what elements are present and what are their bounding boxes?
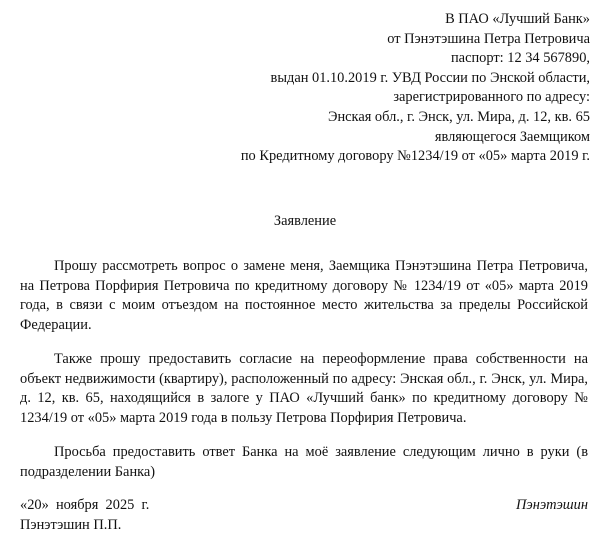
applicant-name-line: от Пэнэтэшина Петра Петровича [387, 30, 590, 47]
addressee-block [241, 10, 590, 167]
body-paragraph-borrower-replacement: Прошу рассмотреть вопрос о замене меня, Заемщика Пэнэтэшина Петра Петровича, на Петрова Порфирия Петровича по кредитному договору № 1234/19 от «05» марта 2019 года, в связи с моим отъездом на постоянное место жительства за пределы Российской Федерации. [20, 258, 588, 333]
signatory-name: Пэнэтэшин П.П. [20, 517, 122, 533]
application-body [20, 257, 588, 482]
body-paragraph-property-consent: Также прошу предоставить согласие на переоформление права собственности на объект недвижимости (квартиру), расположенный по адресу: Энская обл., г. Энск, ул. Мира, д. 12, кв. 65, находящийся в залоге у ПАО «Лучший банк» по кредитному договору № 1234/19 от «05» марта 2019 года в пользу Петрова Порфирия Петровича. [20, 351, 588, 426]
addressee-bank-line: В ПАО «Лучший Банк» [445, 11, 590, 27]
borrower-status-line: являющегося Заемщиком [434, 128, 590, 145]
body-paragraph-response-request: Просьба предоставить ответ Банка на моё заявление следующим лично в руки (в подразделении Банка) [20, 444, 588, 480]
registered-address-line: Энская обл., г. Энск, ул. Мира, д. 12, кв. 65 [327, 108, 590, 125]
document-title: Заявление [273, 213, 337, 229]
registered-address-label: зарегистрированного по адресу: [393, 89, 590, 106]
passport-issued-line: выдан 01.10.2019 г. УВД России по Энской области, [270, 69, 590, 86]
passport-number-line: паспорт: 12 34 567890, [450, 50, 590, 67]
loan-agreement-line: по Кредитному договору №1234/19 от «05» марта 2019 г. [240, 148, 590, 165]
document-date: «20» ноября 2025 г. [20, 497, 150, 513]
handwritten-signature: Пэнэтэшин [516, 497, 588, 513]
